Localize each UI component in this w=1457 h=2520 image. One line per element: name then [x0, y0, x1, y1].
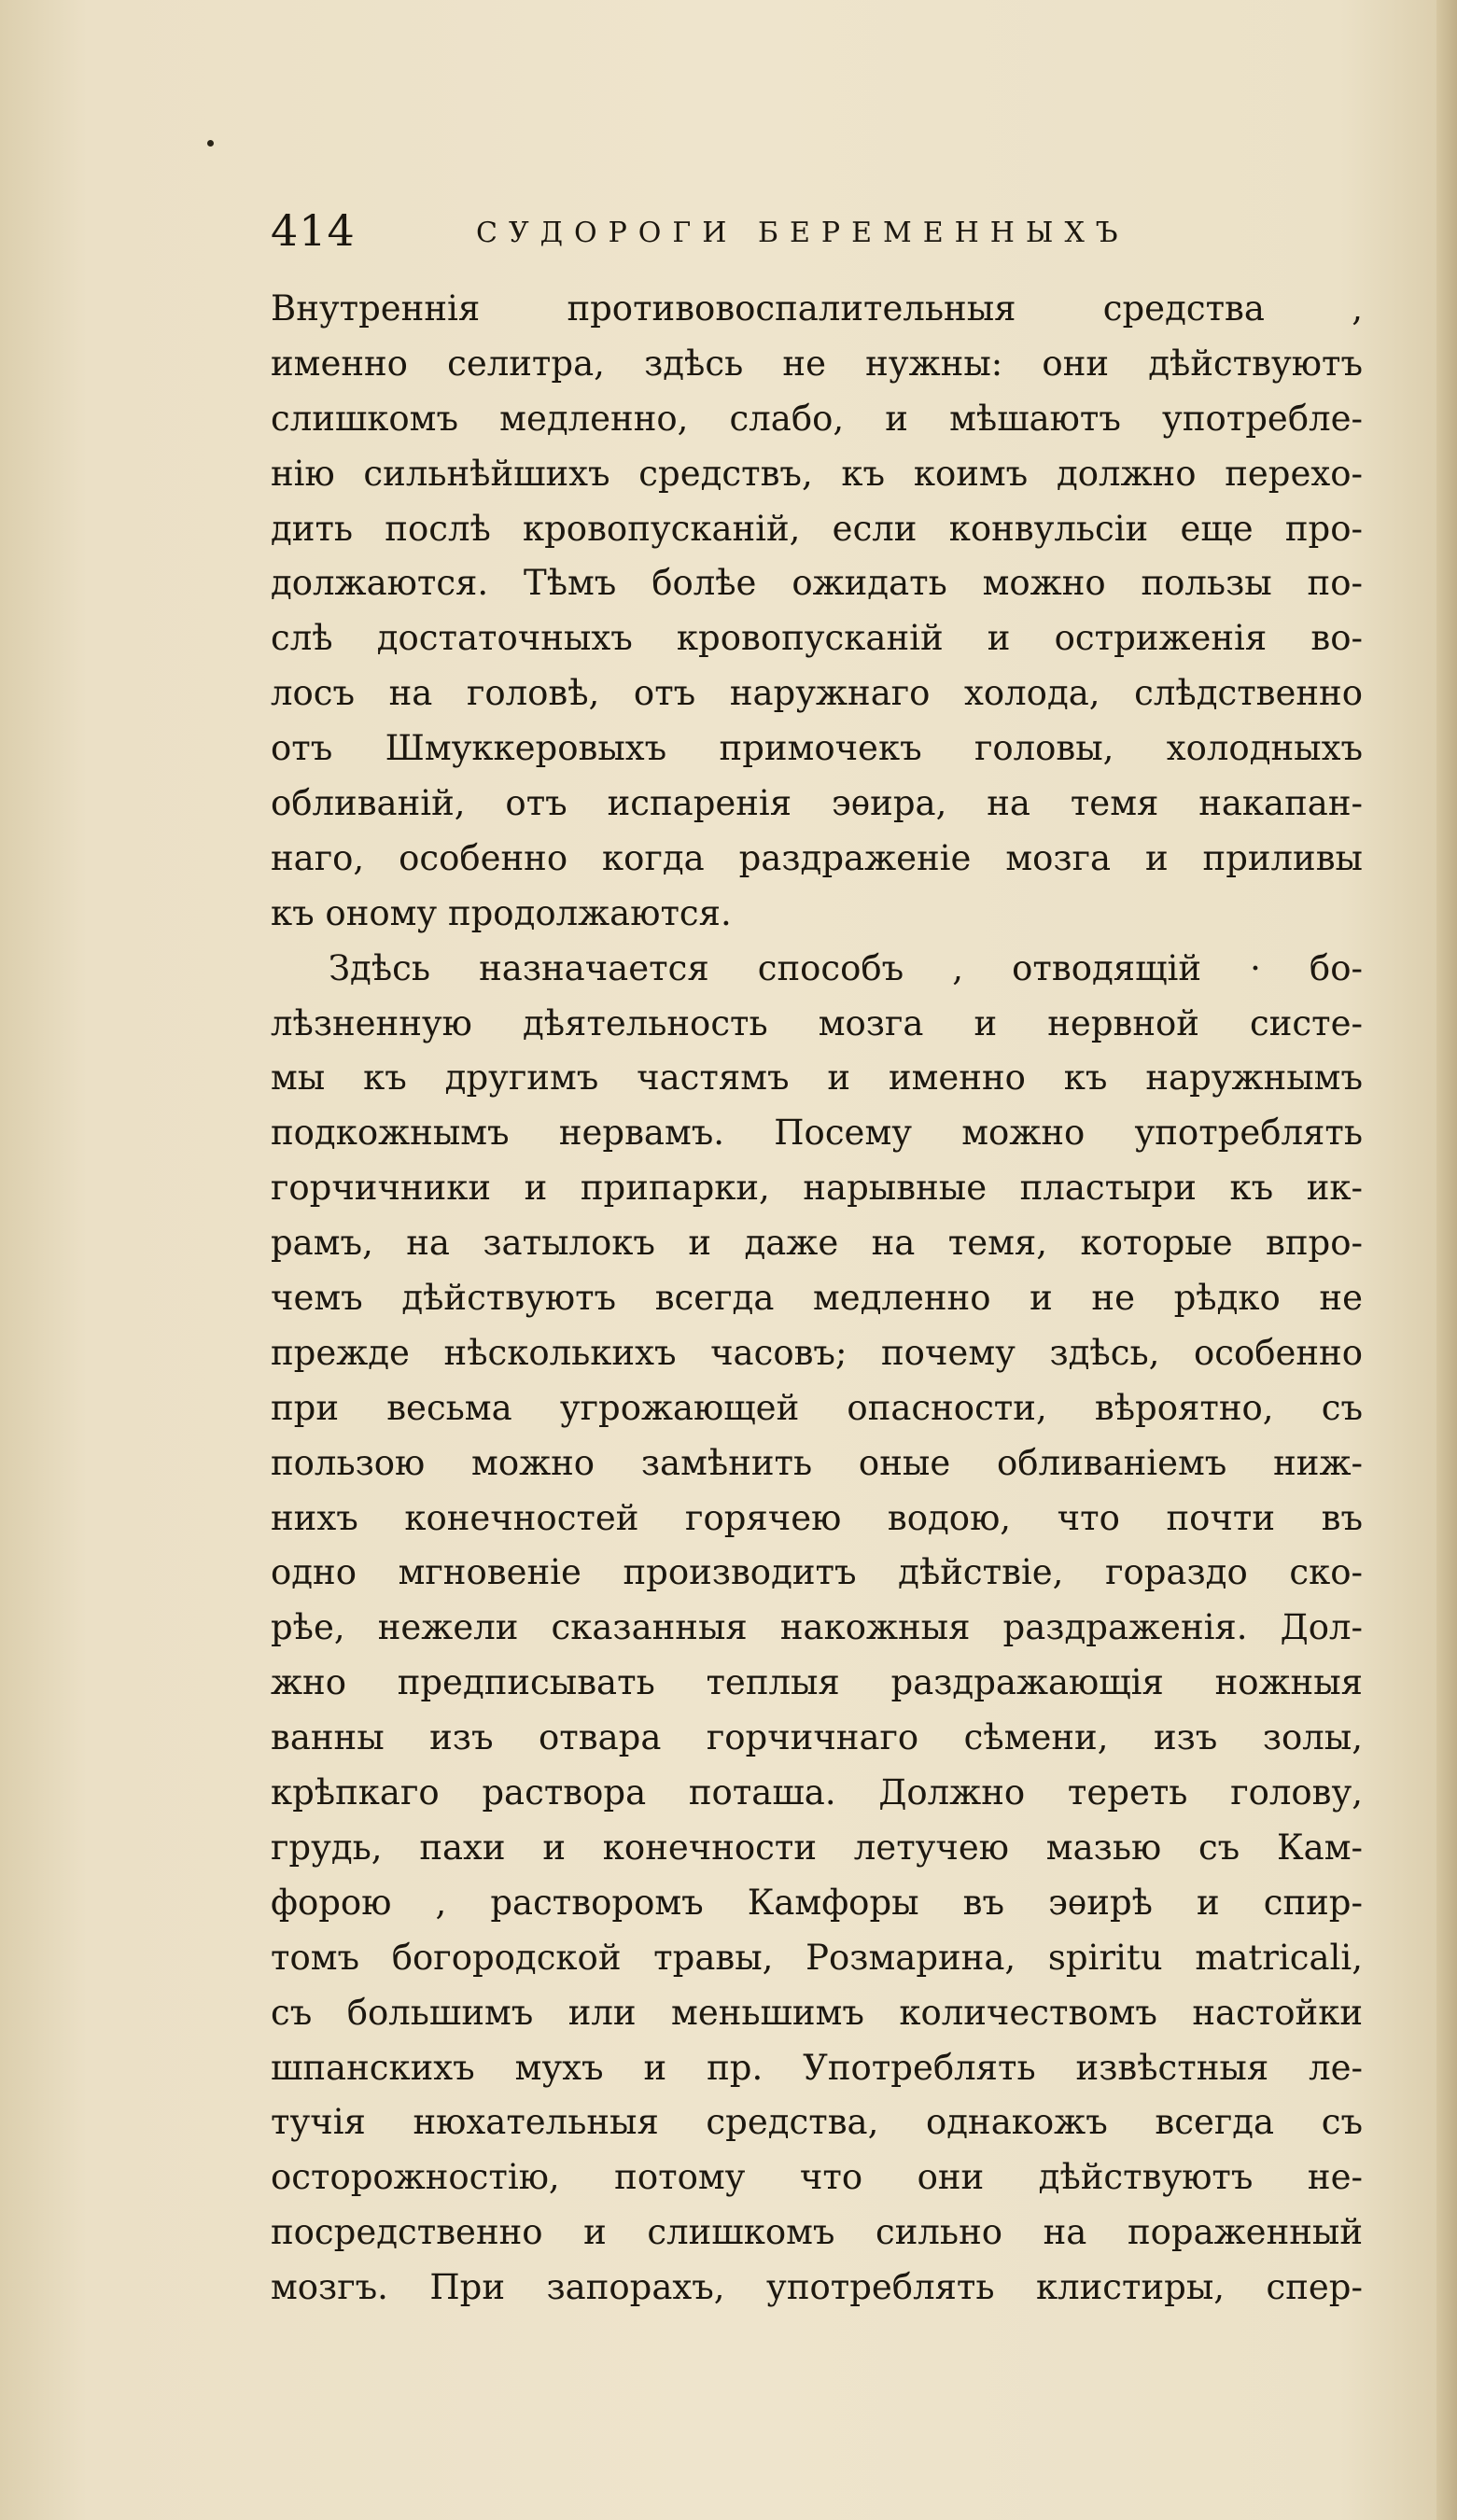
text-line: горчичники и припарки, нарывные пластыри къ ик- — [271, 1168, 1363, 1209]
text-line: лѣзненную дѣятельность мозга и нервной систе- — [271, 1002, 1363, 1043]
text-line: мы къ другимъ частямъ и именно къ наружнымъ — [271, 1057, 1363, 1099]
text-line: прежде нѣсколькихъ часовъ; почему здѣсь, особенно — [271, 1332, 1363, 1373]
text-line: именно селитра, здѣсь не нужны: они дѣйствуютъ — [271, 343, 1363, 384]
text-line: наго, особенно когда раздраженіе мозга и приливы — [271, 837, 1363, 878]
text-line: должаются. Тѣмъ болѣе ожидать можно пользы по- — [271, 563, 1363, 604]
text-line: посредственно и слишкомъ сильно на пораженный — [271, 2212, 1363, 2253]
running-title: СУДОРОГИ БЕРЕМЕННЫХЪ — [476, 217, 1129, 249]
paragraph-2 — [271, 942, 1363, 2316]
text-line: подкожнымъ нервамъ. Посему можно употреблять — [271, 1113, 1363, 1154]
text-line: шпанскихъ мухъ и пр. Употреблять извѣстныя ле- — [271, 2047, 1363, 2088]
page-header — [271, 205, 1167, 261]
text-line: съ большимъ или меньшимъ количествомъ настойки — [271, 1992, 1363, 2033]
text-line: отъ Шмуккеровыхъ примочекъ головы, холодныхъ — [271, 728, 1363, 769]
text-line: лосъ на головѣ, отъ наружнаго холода, слѣдственно — [271, 673, 1363, 714]
text-line: къ оному продолжаются. — [271, 892, 732, 933]
body-text — [271, 282, 1363, 2316]
text-line: нію сильнѣйшихъ средствъ, къ коимъ должно перехо- — [271, 453, 1363, 494]
text-line: слишкомъ медленно, слабо, и мѣшаютъ употребле- — [271, 398, 1363, 439]
text-line: при весьма угрожающей опасности, вѣроятно, съ — [271, 1387, 1363, 1428]
text-line: ванны изъ отвара горчичнаго сѣмени, изъ золы, — [271, 1717, 1363, 1758]
ink-speck — [207, 140, 214, 147]
text-line: жно предписывать теплыя раздражающія ножныя — [271, 1662, 1363, 1703]
text-line: Здѣсь назначается способъ , отводящій · бо- — [329, 947, 1363, 988]
text-line: нихъ конечностей горячею водою, что почти въ — [271, 1497, 1363, 1538]
paragraph-1 — [271, 282, 1363, 942]
text-line: томъ богородской травы, Розмарина, spiritu matricali, — [271, 1937, 1363, 1978]
text-line: рамъ, на затылокъ и даже на темя, которые впро- — [271, 1223, 1363, 1264]
page-edge-shadow — [1436, 0, 1457, 2520]
text-line: форою , растворомъ Камфоры въ эѳирѣ и спир- — [271, 1882, 1363, 1923]
page-number: 414 — [271, 205, 356, 256]
text-line: грудь, пахи и конечности летучею мазью съ Кам- — [271, 1827, 1363, 1868]
text-line: слѣ достаточныхъ кровопусканій и остриженія во- — [271, 618, 1363, 659]
text-line: обливаній, отъ испаренія эѳира, на темя накапан- — [271, 783, 1363, 824]
text-line: дить послѣ кровопусканій, если конвульсіи еще про- — [271, 508, 1363, 549]
text-line: крѣпкаго раствора поташа. Должно тереть голову, — [271, 1772, 1363, 1813]
text-line: осторожностію, потому что они дѣйствуютъ не- — [271, 2157, 1363, 2198]
text-line: мозгъ. При запорахъ, употреблять клистиры, спер- — [271, 2267, 1363, 2308]
text-line: чемъ дѣйствуютъ всегда медленно и не рѣдко не — [271, 1278, 1363, 1319]
text-line: пользою можно замѣнить оные обливаніемъ ниж- — [271, 1442, 1363, 1483]
text-line: рѣе, нежели сказанныя накожныя раздраженія. Дол- — [271, 1607, 1363, 1648]
text-line: Внутреннія противовоспалительныя средства , — [271, 288, 1363, 329]
text-line: тучія нюхательныя средства, однакожъ всегда съ — [271, 2102, 1363, 2143]
text-line: одно мгновеніе производитъ дѣйствіе, гораздо ско- — [271, 1552, 1363, 1593]
